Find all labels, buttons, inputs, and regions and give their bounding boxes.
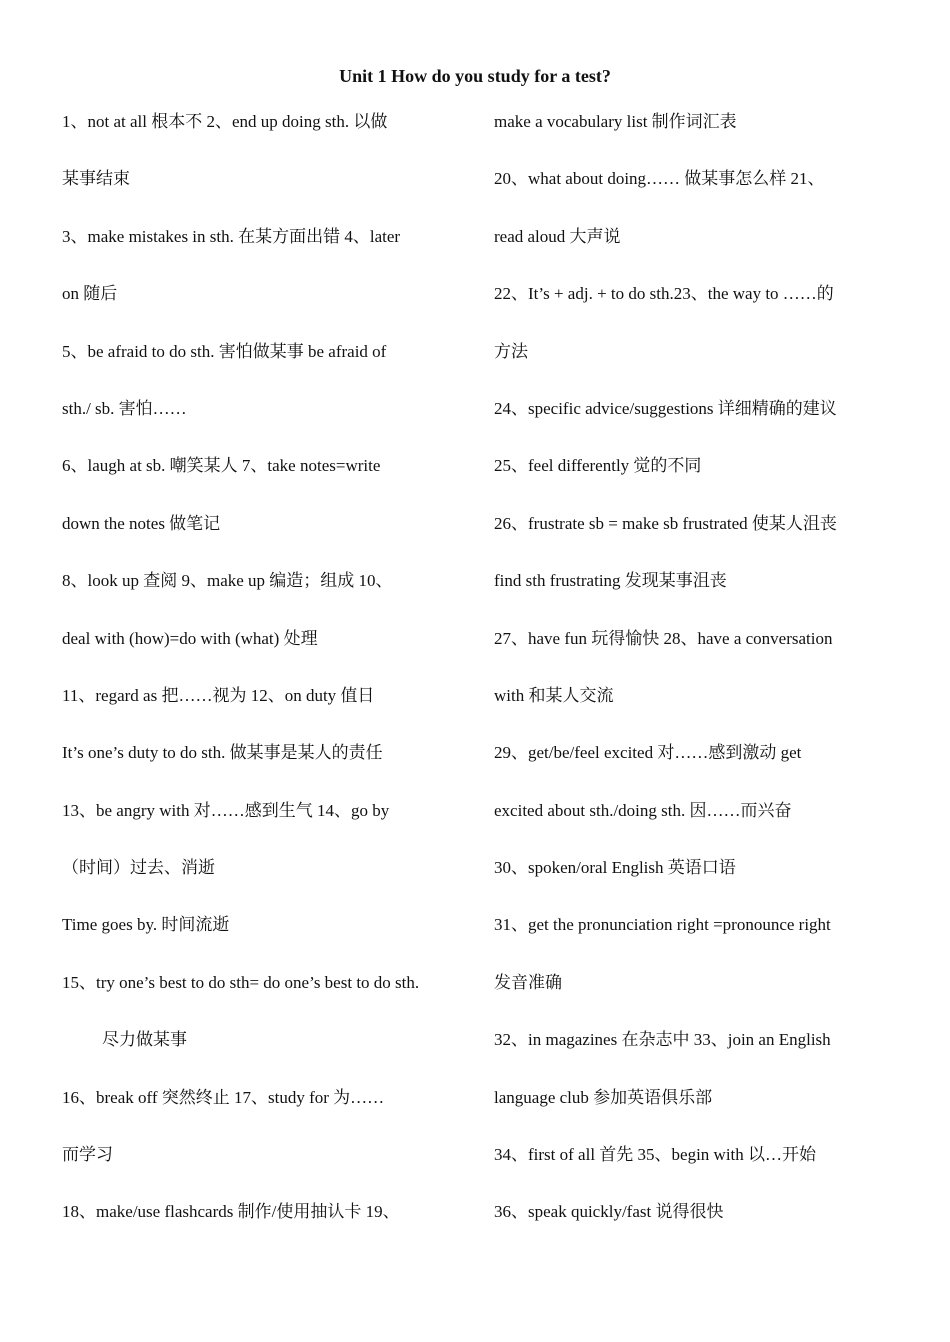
right-line: find sth frustrating 发现某事沮丧 <box>494 571 727 591</box>
right-line: 25、feel differently 觉的不同 <box>494 456 702 476</box>
left-column <box>62 108 458 1256</box>
right-line: 32、in magazines 在杂志中 33、join an English <box>494 1030 831 1050</box>
left-line: （时间）过去、消逝 <box>62 858 215 878</box>
left-line: 15、try one’s best to do sth= do one’s best to do sth. <box>62 972 420 992</box>
left-line: 尽力做某事 <box>102 1030 187 1050</box>
right-line: 24、specific advice/suggestions 详细精确的建议 <box>494 398 837 418</box>
right-line: 发音准确 <box>494 972 562 992</box>
left-line: 13、be angry with 对……感到生气 14、go by <box>62 800 390 820</box>
right-line: 27、have fun 玩得愉快 28、have a conversation <box>494 628 833 648</box>
right-column <box>494 108 888 1256</box>
left-line: 5、be afraid to do sth. 害怕做某事 be afraid of <box>62 341 387 361</box>
right-line: 26、frustrate sb = make sb frustrated 使某人沮丧 <box>494 513 837 533</box>
right-line: 29、get/be/feel excited 对……感到激动 get <box>494 743 802 763</box>
right-line: 方法 <box>494 341 528 361</box>
left-line: It’s one’s duty to do sth. 做某事是某人的责任 <box>62 743 383 763</box>
right-line: 20、what about doing…… 做某事怎么样 21、 <box>494 169 825 189</box>
left-line: 16、break off 突然终止 17、study for 为…… <box>62 1087 385 1107</box>
left-line: sth./ sb. 害怕…… <box>62 398 187 418</box>
left-line: 1、not at all 根本不 2、end up doing sth. 以做 <box>62 112 388 131</box>
left-line: 而学习 <box>62 1145 113 1165</box>
right-line: 31、get the pronunciation right =pronounce right <box>494 915 831 935</box>
left-line: 某事结束 <box>62 169 130 189</box>
left-line: 3、make mistakes in sth. 在某方面出错 4、later <box>62 226 401 246</box>
right-line: with 和某人交流 <box>494 685 614 705</box>
left-line: 6、laugh at sb. 嘲笑某人 7、take notes=write <box>62 456 381 476</box>
left-line: 11、regard as 把……视为 12、on duty 值日 <box>62 685 375 705</box>
left-line: 18、make/use flashcards 制作/使用抽认卡 19、 <box>62 1202 400 1222</box>
right-line: read aloud 大声说 <box>494 226 621 246</box>
left-line: deal with (how)=do with (what) 处理 <box>62 628 318 648</box>
document-title: Unit 1 How do you study for a test? <box>339 66 611 86</box>
right-line: 36、speak quickly/fast 说得很快 <box>494 1202 724 1222</box>
left-line: Time goes by. 时间流逝 <box>62 915 230 935</box>
left-line: on 随后 <box>62 284 118 304</box>
left-line: down the notes 做笔记 <box>62 513 221 533</box>
right-line: 22、It’s + adj. + to do sth.23、the way to ……的 <box>494 284 834 304</box>
right-line: make a vocabulary list 制作词汇表 <box>494 112 737 131</box>
right-line: 34、first of all 首先 35、begin with 以…开始 <box>494 1145 817 1165</box>
right-line: language club 参加英语俱乐部 <box>494 1087 713 1107</box>
right-line: 30、spoken/oral English 英语口语 <box>494 858 736 878</box>
right-line: excited about sth./doing sth. 因……而兴奋 <box>494 800 792 820</box>
left-line: 8、look up 查阅 9、make up 编造；组成 10、 <box>62 571 393 591</box>
